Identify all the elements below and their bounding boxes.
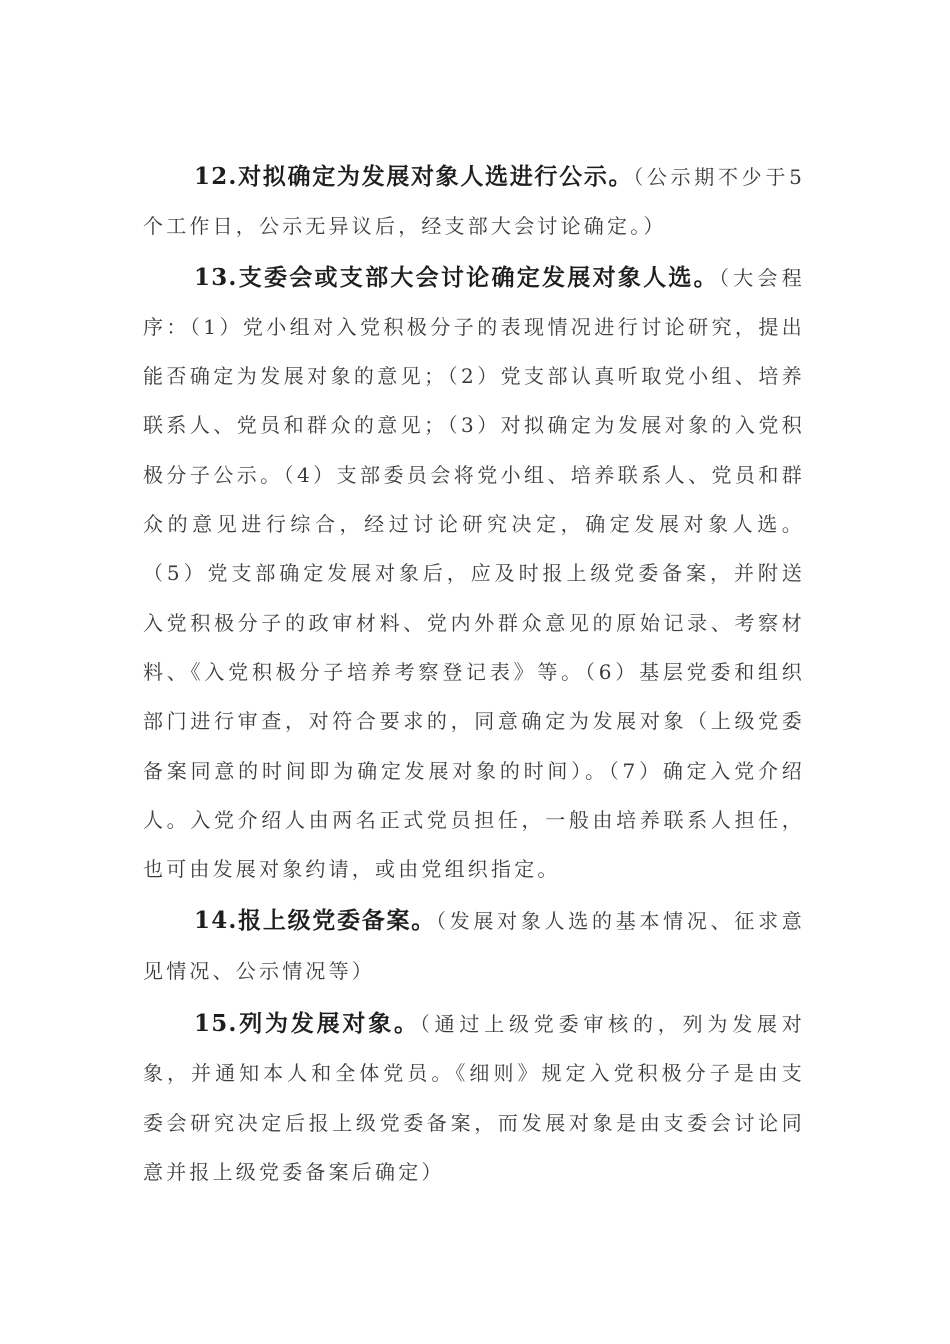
paragraph-item-14 — [143, 896, 805, 996]
item-15-note: （通过上级党委审核的，列为发展对象，并通知本人和全体党员。《细则》规定入党积极分子是由支委会研究决定后报上级党委备案，而发展对象是由支委会讨论同意并报上级党委备案后确定） — [143, 1012, 805, 1184]
paragraph-item-13 — [143, 253, 805, 895]
item-12-note: （公示期不少于5个工作日，公示无异议后，经支部大会讨论确定。） — [143, 165, 805, 239]
item-15-heading: 15.列为发展对象。 — [194, 1010, 420, 1038]
item-14-note: （发展对象人选的基本情况、征求意见情况、公示情况等） — [143, 909, 805, 983]
item-12-heading: 12.对拟确定为发展对象人选进行公示。 — [194, 163, 634, 190]
item-13-note: （大会程序：（1）党小组对入党积极分子的表现情况进行讨论研究，提出能否确定为发展对象的意见；（2）党支部认真听取党小组、培养联系人、党员和群众的意见；（3）对拟确定为发展对象的入党积极分子公示。（4）支部委员会将党小组、培养联系人、党员和群众的意见进行综合，经过讨论研究决定，确定发展对象人选。（5）党支部确定发展对象后，应及时报上级党委备案，并附送入党积极分子的政审材料、党内外群众意见的原始记录、考察材料、《入党积极分子培养考察登记表》等。（6）基层党委和组织部门进行审查，对符合要求的，同意确定为发展对象（上级党委备案同意的时间即为确定发展对象的时间）。（7）确定入党介绍人。入党介绍人由两名正式党员担任，一般由培养联系人担任，也可由发展对象约请，或由党组织指定。 — [143, 265, 805, 882]
document-body — [143, 152, 805, 1197]
item-14-heading: 14.报上级党委备案。 — [194, 907, 436, 935]
paragraph-item-12 — [143, 152, 805, 252]
item-13-heading: 13.支委会或支部大会讨论确定发展对象人选。 — [194, 263, 719, 291]
paragraph-item-15 — [143, 999, 805, 1197]
